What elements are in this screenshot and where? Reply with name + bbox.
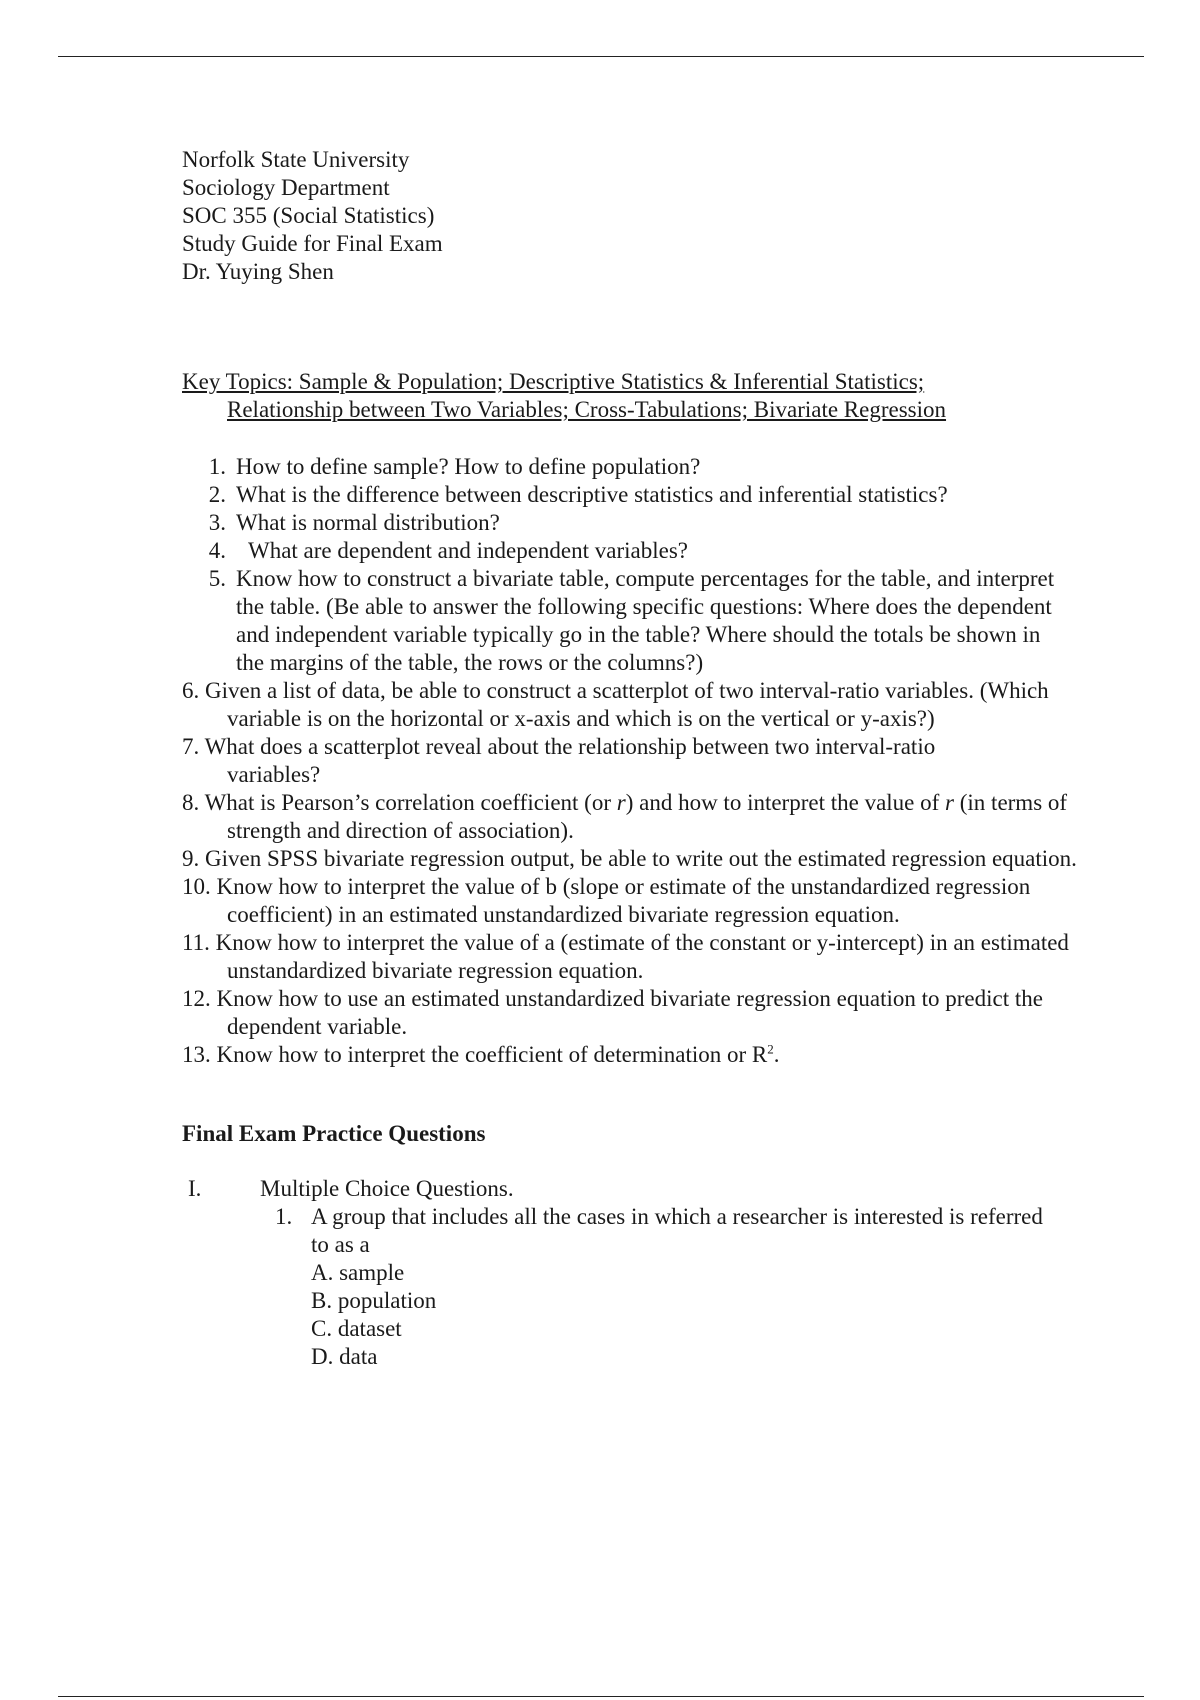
list-item: 5. Know how to construct a bivariate table, compute percentages for the table, and interpret the table. (Be able to answer the following specific questions: Where does the dependent and independent variable typically go in the table? Where should the totals be shown in the margins of the table, the rows or the columns?) xyxy=(208,566,1055,675)
question-text: A group that includes all the cases in which a researcher is interested is referred to as a xyxy=(311,1204,1043,1257)
practice-questions-title: Final Exam Practice Questions xyxy=(182,1121,486,1146)
list-item: 1. How to define sample? How to define population? xyxy=(208,454,701,479)
list-item: 10. Know how to interpret the value of b (slope or estimate of the unstandardized regression coefficient) in an estimated unstandardized bivariate regression equation. xyxy=(182,874,1031,927)
question-1 xyxy=(275,1203,1055,1371)
list-item: 11. Know how to interpret the value of a (estimate of the constant or y-intercept) in an estimated unstandardized bivariate regression equation. xyxy=(182,930,1069,983)
document-title: Study Guide for Final Exam xyxy=(182,231,443,256)
list-item: 7. What does a scatterplot reveal about the relationship between two interval-ratio variables? xyxy=(182,734,936,787)
list-item: 13. Know how to interpret the coefficient of determination or $R^2$. xyxy=(182,1041,780,1067)
answer-option-a: A. sample xyxy=(311,1260,405,1285)
question-number: 1. xyxy=(275,1204,293,1229)
list-item: 4. What are dependent and independent variables? xyxy=(208,538,688,563)
answer-option-d: D. data xyxy=(311,1344,378,1369)
list-item: 6. Given a list of data, be able to construct a scatterplot of two interval-ratio variables. (Which variable is on the horizontal or x-axis and which is on the vertical or y-axis?) xyxy=(182,678,1049,731)
section-number: I. xyxy=(188,1176,202,1201)
document-header xyxy=(182,146,443,286)
list-item: 9. Given SPSS bivariate regression output, be able to write out the estimated regression equation. xyxy=(182,846,1077,871)
key-topics-line-1: Key Topics: Sample & Population; Descriptive Statistics & Inferential Statistics; xyxy=(182,369,925,394)
list-item: 2. What is the difference between descriptive statistics and inferential statistics? xyxy=(208,482,948,507)
answer-option-b: B. population xyxy=(311,1288,437,1313)
course-name: SOC 355 (Social Statistics) xyxy=(182,203,435,228)
top-rule xyxy=(58,56,1144,57)
instructor-name: Dr. Yuying Shen xyxy=(182,259,334,284)
list-item: 8. What is Pearson’s correlation coefficient (or r) and how to interpret the value of r (in terms of strength and direction of association). xyxy=(182,790,1068,843)
answer-option-c: C. dataset xyxy=(311,1316,402,1341)
bottom-rule xyxy=(58,1696,1144,1697)
list-item: 12. Know how to use an estimated unstandardized bivariate regression equation to predict the dependent variable. xyxy=(182,986,1043,1039)
department-name: Sociology Department xyxy=(182,175,390,200)
university-name: Norfolk State University xyxy=(182,147,410,172)
section-title: Multiple Choice Questions. xyxy=(260,1176,514,1201)
list-item: 3. What is normal distribution? xyxy=(208,510,500,535)
key-topics xyxy=(182,368,946,424)
key-topics-line-2: Relationship between Two Variables; Cross-Tabulations; Bivariate Regression xyxy=(227,397,947,422)
study-topics-list xyxy=(182,453,1082,1069)
